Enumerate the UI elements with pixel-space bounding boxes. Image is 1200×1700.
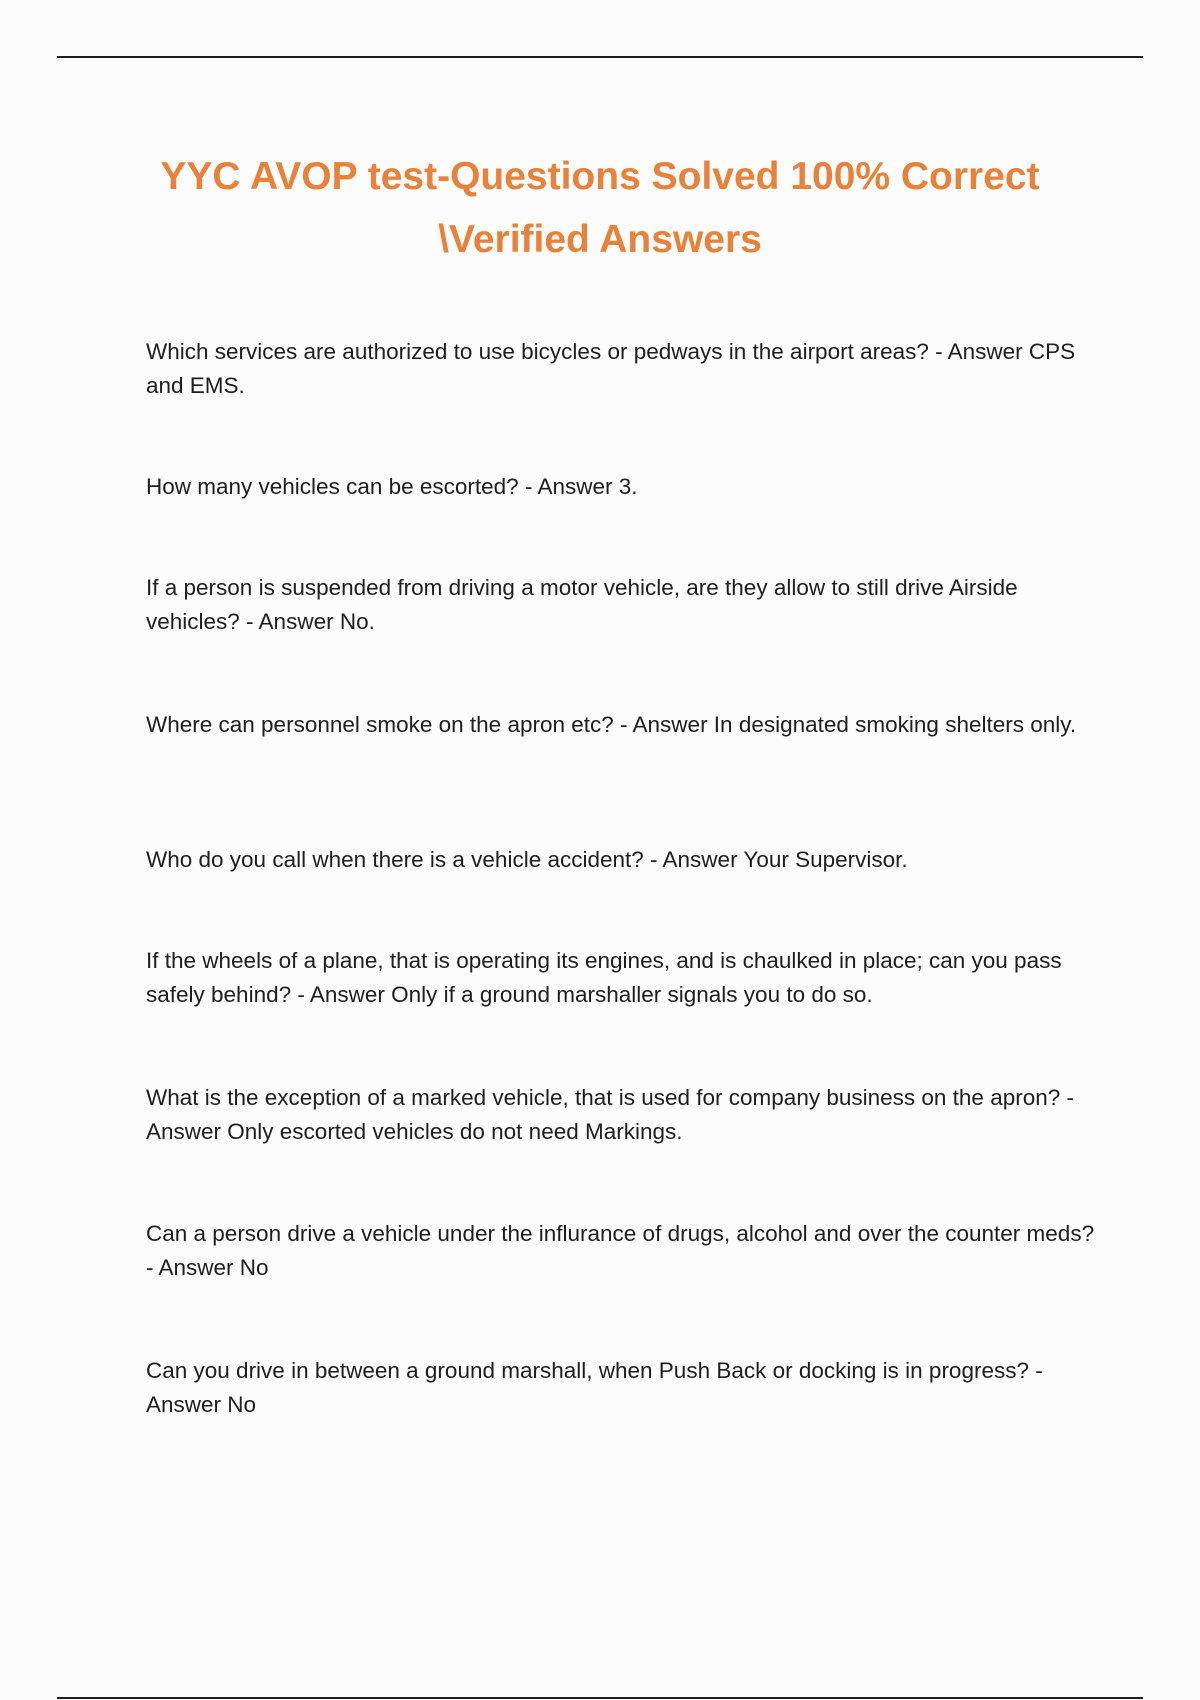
qa-item-2: How many vehicles can be escorted? - Answer 3. <box>146 474 638 499</box>
qa-item-4: Where can personnel smoke on the apron etc? - Answer In designated smoking shelters only. <box>146 712 1077 737</box>
qa-item-5: Who do you call when there is a vehicle accident? - Answer Your Supervisor. <box>146 847 908 872</box>
qa-item-1: Which services are authorized to use bicycles or pedways in the airport areas? - Answer CPS and EMS. <box>146 339 1076 398</box>
qa-item-7: What is the exception of a marked vehicle, that is used for company business on the apron? - Answer Only escorted vehicles do not need Markings. <box>146 1085 1075 1144</box>
document-title: YYC AVOP test-Questions Solved 100% Correct \Verified Answers <box>160 155 1040 261</box>
qa-item-9: Can you drive in between a ground marshall, when Push Back or docking is in progress? - Answer No <box>146 1358 1043 1417</box>
qa-item-3: If a person is suspended from driving a motor vehicle, are they allow to still drive Airside vehicles? - Answer No. <box>146 575 1018 634</box>
qa-item-8: Can a person drive a vehicle under the influrance of drugs, alcohol and over the counter meds? - Answer No <box>146 1221 1095 1280</box>
header-rule <box>57 56 1143 58</box>
qa-item-6: If the wheels of a plane, that is operating its engines, and is chaulked in place; can you pass safely behind? - Answer Only if a ground marshaller signals you to do so. <box>146 948 1062 1007</box>
footer-rule <box>57 1697 1143 1699</box>
